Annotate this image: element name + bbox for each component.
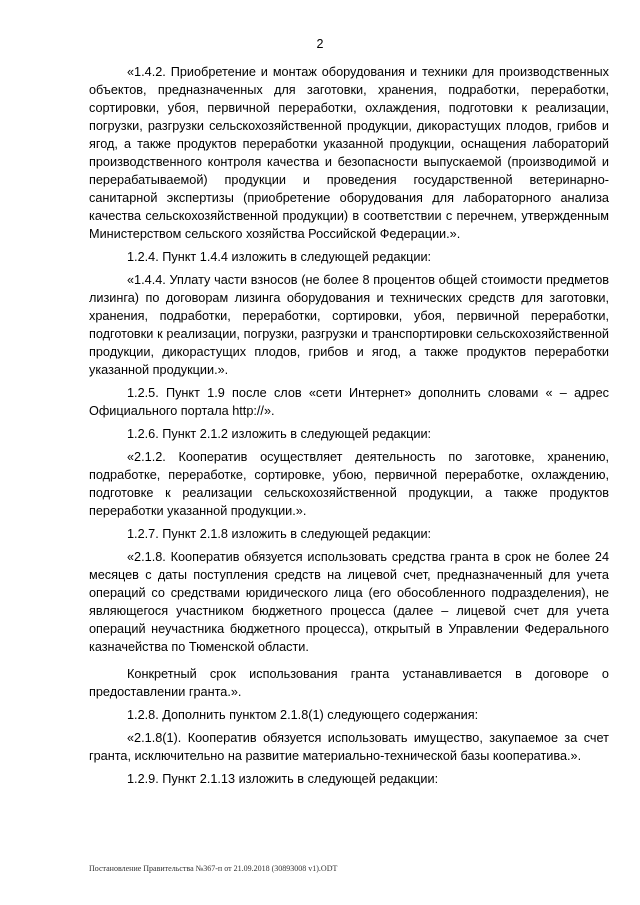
paragraph-2-1-8-1: «2.1.8(1). Кооператив обязуется использовать имущество, закупаемое за счет гранта, исключительно на развитие материально-технической базы кооператива.». [89, 731, 609, 763]
paragraph-1-2-6: 1.2.6. Пункт 2.1.2 изложить в следующей редакции: [127, 427, 432, 441]
paragraph-1-2-8: 1.2.8. Дополнить пунктом 2.1.8(1) следующего содержания: [127, 708, 479, 722]
paragraph-2-1-8: «2.1.8. Кооператив обязуется использовать средства гранта в срок не более 24 месяцев с даты поступления средств на лицевой счет, предназначенный для учета операций со средствами юридического лица (его обособленного подразделения), не являющегося участником бюджетного процесса (далее – лицевой счет для учета операций неучастника бюджетного процесса), открытый в Управлении Федерального казначейства по Тюменской области. [89, 550, 609, 654]
paragraph-1-4-2: «1.4.2. Приобретение и монтаж оборудования и техники для производственных объектов, предназначенных для заготовки, хранения, подработки, переработки, сортировки, убоя, первичной переработки, охлаждения, подготовки к реализации, погрузки, разгрузки сельскохозяйственной продукции, дикорастущих плодов, грибов и ягод, а также продуктов переработки указанной продукции, оснащения лабораторий производственного контроля качества и безопасности выпускаемой (производимой и перерабатываемой) продукции и проведения государственной ветеринарно-санитарной экспертизы (приобретение оборудования для лабораторного анализа качества сельскохозяйственной продукции) в соответствии с перечнем, утвержденным Министерством сельского хозяйства Российской Федерации.». [89, 65, 609, 241]
paragraph-1-2-5: 1.2.5. Пункт 1.9 после слов «сети Интернет» дополнить словами « – адрес Официального портала http://». [89, 386, 609, 418]
paragraph-1-4-4: «1.4.4. Уплату части взносов (не более 8 процентов общей стоимости предметов лизинга) по договорам лизинга оборудования и технических средств для заготовки, хранения, подработки, переработки, сортировки, убоя, первичной переработки, подготовки к реализации, погрузки, разгрузки и транспортировки сельскохозяйственной продукции, дикорастущих плодов, грибов и ягод, а также продуктов переработки указанной продукции.». [89, 273, 609, 377]
paragraph-1-2-7: 1.2.7. Пункт 2.1.8 изложить в следующей редакции: [127, 527, 432, 541]
page-number: 2 [316, 37, 324, 51]
paragraph-1-2-4: 1.2.4. Пункт 1.4.4 изложить в следующей редакции: [127, 250, 432, 264]
paragraph-1-2-9: 1.2.9. Пункт 2.1.13 изложить в следующей редакции: [127, 772, 439, 786]
document-body [89, 63, 609, 793]
paragraph-2-1-2: «2.1.2. Кооператив осуществляет деятельность по заготовке, хранению, подработке, переработке, сортировке, убою, первичной переработке, охлаждению, подготовке к реализации сельскохозяйственной продукции, а также продуктов переработки указанной продукции.». [89, 450, 609, 518]
paragraph-grant-term: Конкретный срок использования гранта устанавливается в договоре о предоставлении гранта.». [89, 667, 609, 699]
document-footer: Постановление Правительства №367-п от 21.09.2018 (30893008 v1).ODT [89, 864, 338, 873]
